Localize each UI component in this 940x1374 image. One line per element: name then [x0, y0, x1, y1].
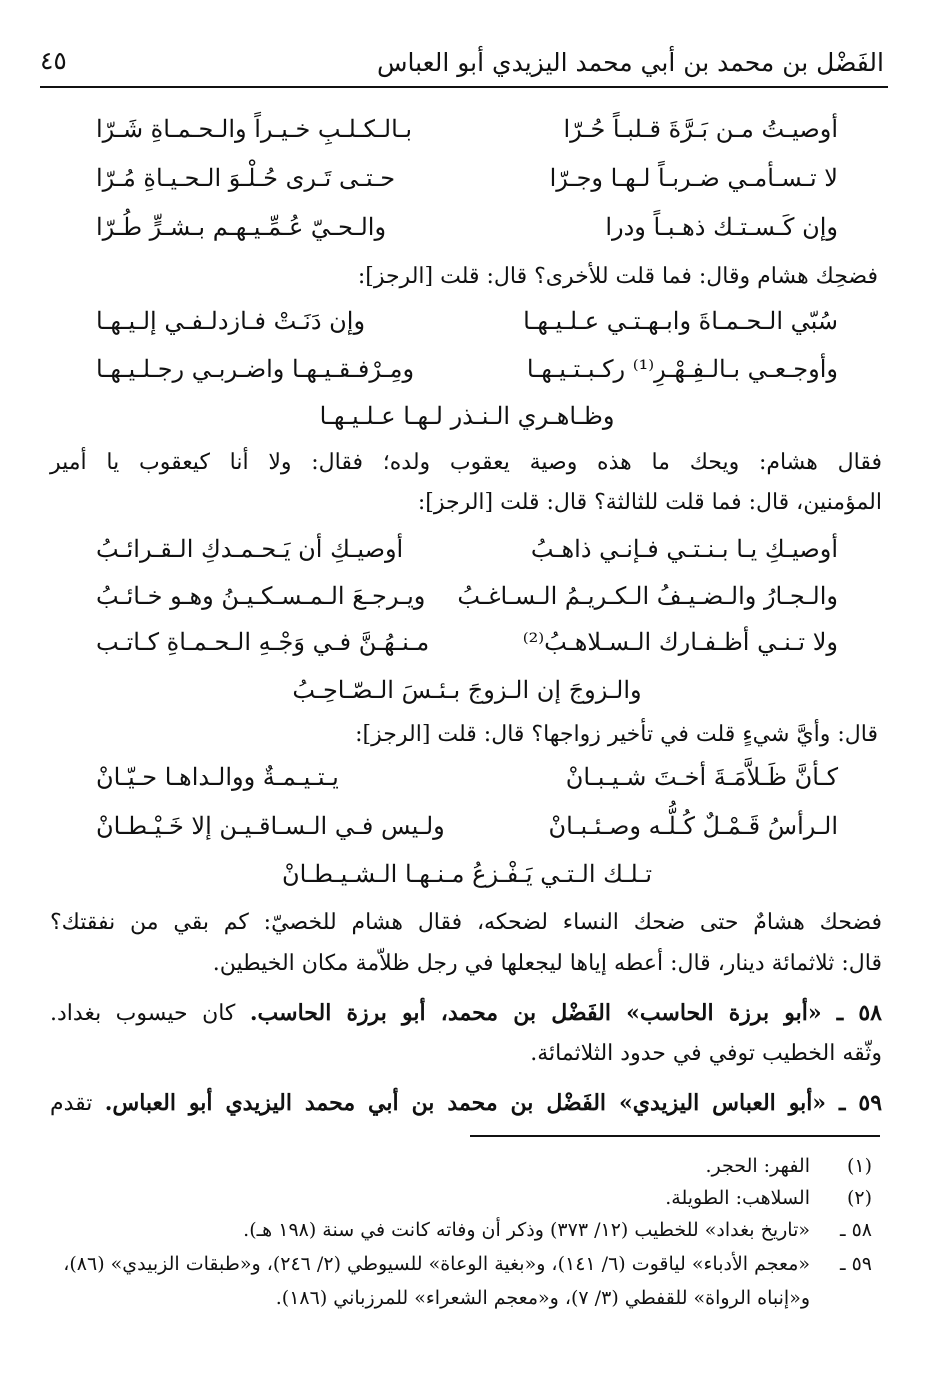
- verse-first-hemistich: لا تـسـأمـي ضـربـاً لـهـا وجـرّا: [549, 164, 838, 192]
- footnote-divider: [470, 1135, 880, 1137]
- verse-second-hemistich: يـتـيـمـةٌ ووالـداهـا حـيّـانْ: [96, 763, 339, 791]
- page-number: ٤٥: [40, 46, 67, 75]
- prose-line: قال: ثلاثمائة دينار، قال: أعطه إياها ليجعلها في رجل ظلاّمة مكان الخيطين.: [212, 951, 882, 976]
- entry-58-heading: ٥٨ ـ «أبو برزة الحاسب» الفَضْل بن محمد، أبو برزة الحاسب.: [249, 1000, 882, 1026]
- verse-first-hemistich: كـأنَّ ظَـلاَّمَـةَ أخـتَ شـيـبـانْ: [565, 763, 838, 791]
- verse-line: [96, 115, 838, 155]
- footnote-text: و«إنباه الرواة» للقفطي (٣/ ٧)، و«معجم الشعراء» للمرزباني (١٨٦).: [275, 1287, 810, 1309]
- entry-59-heading: ٥٩ ـ «أبو العباس اليزيدي» الفَضْل بن محمد بن أبي محمد اليزيدي أبو العباس.: [104, 1090, 883, 1116]
- entry-58-line: [50, 1000, 882, 1026]
- prose-line: فضحِك هشام وقال: فما قلت للأخرى؟ قال: قلت [الرجز]:: [357, 264, 878, 289]
- prose-line: فضحك هشامٌ حتى ضحك النساء لضحكه، فقال هشام للخصيّ: كم بقي من نفقتك؟: [50, 910, 882, 935]
- verse-line: [96, 355, 838, 395]
- prose-line: المؤمنين، قال: فما قلت للثالثة؟ قال: قلت [الرجز]:: [417, 490, 882, 515]
- verse-single-line: تـلـك الـتـي يَـفْـزعُ مـنـهـا الـشـيـطـانْ: [281, 860, 653, 888]
- verse-second-hemistich: بـالـكـلـبِ خـيـراً والـحـمـاةِ شَـرّا: [96, 115, 413, 143]
- entry-58-text: كان حيسوب بغداد.: [50, 1001, 250, 1026]
- verse-first-hemistich: سُبّي الـحـمـاةَ وابـهـتـي عـلـيـهـا: [523, 307, 838, 335]
- footnote-continuation: [276, 1287, 872, 1309]
- footnote-text: «معجم الأدباء» لياقوت (٦/ ١٤١)، و«بغية الوعاة» للسيوطي (٢/ ٢٤٦)، و«طبقات الزبيدي» (٨٦)،: [63, 1253, 810, 1275]
- footnote-mark: (١): [846, 1155, 872, 1177]
- footnote-mark: ٥٩ ـ: [839, 1253, 872, 1275]
- entry-58-line-2: وثّقه الخطيب توفي في حدود الثلاثمائة.: [530, 1041, 882, 1066]
- verse-first-hemistich: ولا تـنـي أظـفـارك الـسـلاهـبُ⁽²⁾: [522, 628, 838, 656]
- footnote-text: «تاريخ بغداد» للخطيب (١٢/ ٣٧٣) وذكر أن وفاته كانت في سنة (١٩٨ هـ).: [243, 1219, 810, 1241]
- verse-line: [96, 164, 838, 204]
- verse-first-hemistich: والـجـارُ والـضـيـفُ الـكـريـمُ الـسـاغـبُ: [457, 582, 838, 610]
- verse-first-hemistich: وإن كَـسـتـك ذهـبـاً ودرا: [605, 213, 838, 241]
- footnote-mark: ٥٨ ـ: [839, 1219, 872, 1241]
- verse-first-hemistich: أوصيـتُ مـن بَـرَّةَ قـلبـاً حُـرّا: [563, 115, 838, 143]
- verse-first-hemistich: أوصيـكِ يـا بـنـتـي فـإنـي ذاهـبُ: [530, 535, 838, 563]
- verse-line: [96, 628, 838, 668]
- verse-single-line: وظـاهـري الـنـذر لـهـا عـلـيـهـا: [319, 402, 615, 430]
- verse-second-hemistich: والـحـيّ عُـمِّـيـهـم بـشـرٍّ طُـرّا: [96, 213, 387, 241]
- verse-second-hemistich: وإن دَنَـتْ فـازدلـفـي إلـيـهـا: [96, 307, 366, 335]
- verse-first-hemistich: وأوجـعـي بـالـفِـهْـرِ⁽¹⁾ ركـبـتـيـهـا: [526, 355, 838, 383]
- footnote: [665, 1187, 872, 1209]
- verse-second-hemistich: مـنـهُـنَّ فـي وَجْـهِ الـحـمـاةِ كـاتـب: [96, 628, 430, 656]
- verse-line: [96, 763, 838, 803]
- verse-second-hemistich: حـتـى تَـرى حُـلْـوَ الـحـيـاةِ مُـرّا: [96, 164, 396, 192]
- footnote: [243, 1219, 872, 1241]
- entry-59-text: تقدم: [50, 1091, 105, 1116]
- footnote-text: السلاهب: الطويلة.: [665, 1187, 810, 1209]
- verse-line: [96, 535, 838, 575]
- verse-second-hemistich: أوصيـكِ أن يَـحـمـدكِ الـقـرائـبُ: [96, 535, 404, 563]
- prose-line: فقال هشام: ويحك ما هذه وصية يعقوب ولده؛ فقال: ولا أنا كيعقوب يا أمير: [50, 450, 882, 475]
- verse-second-hemistich: ولـيس فـي الـسـاقـيـن إلا خَـيْـطـانْ: [96, 812, 445, 840]
- verse-single-line: والـزوجَ إن الـزوجَ بـئـسَ الـصّـاحِـبُ: [292, 676, 642, 704]
- footnote-mark: (٢): [846, 1187, 872, 1209]
- verse-line: [96, 213, 838, 253]
- footnote: [63, 1253, 872, 1275]
- verse-first-hemistich: الـرأسُ قَـمْـلٌ كُـلُّـه وصـئـبـانْ: [548, 812, 838, 840]
- footnote-text: الفهر: الحجر.: [705, 1155, 810, 1177]
- verse-line: [96, 307, 838, 347]
- prose-line: قال: وأيَّ شيءٍ قلت في تأخير زواجها؟ قال: قلت [الرجز]:: [355, 722, 878, 747]
- verse-second-hemistich: ومِـرْفـقـيـهـا واضـربـي رجـلـيـهـا: [96, 355, 415, 383]
- verse-line: [96, 582, 838, 622]
- footnote: [706, 1155, 872, 1177]
- header-title: الفَضْل بن محمد بن أبي محمد اليزيدي أبو العباس: [377, 48, 884, 77]
- verse-line: [96, 812, 838, 852]
- entry-59-line: [50, 1090, 882, 1116]
- running-header: [40, 30, 888, 88]
- verse-second-hemistich: ويـرجـعَ الـمـسـكـيـنُ وهـو خـائـبُ: [96, 582, 426, 610]
